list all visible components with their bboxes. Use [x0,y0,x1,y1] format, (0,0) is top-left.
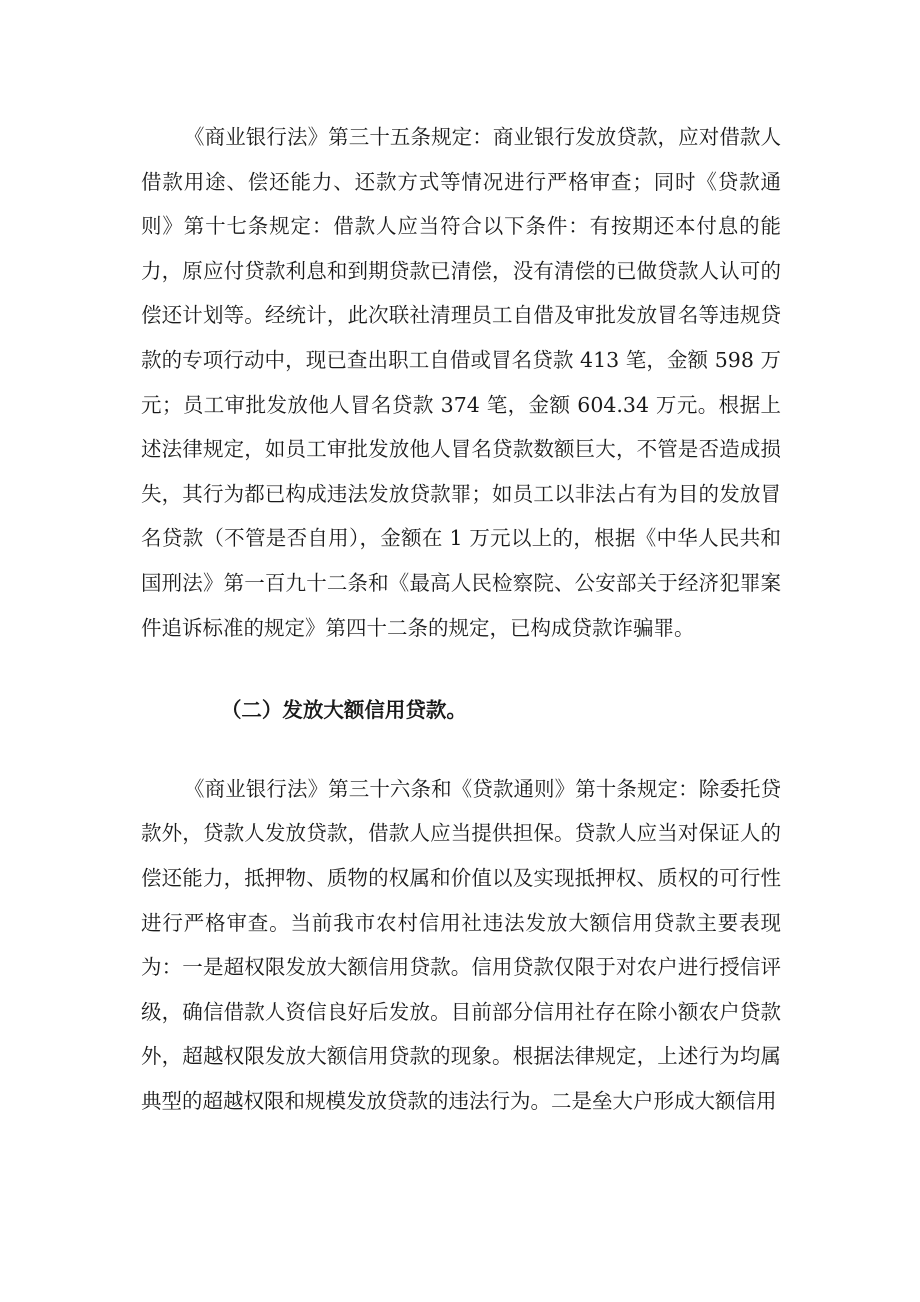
document-body [141,115,781,1123]
paragraph-lending-review: 《商业银行法》第三十五条规定：商业银行发放贷款，应对借款人借款用途、偿还能力、还款方式等情况进行严格审查；同时《贷款通则》第十七条规定：借款人应当符合以下条件：有按期还本付息的能力，原应付贷款利息和到期贷款已清偿，没有清偿的已做贷款人认可的偿还计划等。经统计，此次联社清理员工自借及审批发放冒名等违规贷款的专项行动中，现已查出职工自借或冒名贷款 413 笔，金额 598 万元；员工审批发放他人冒名贷款 374 笔，金额 604.34 万元。根据上述法律规定，如员工审批发放他人冒名贷款数额巨大，不管是否造成损失，其行为都已构成违法发放贷款罪；如员工以非法占有为目的发放冒名贷款（不管是否自用），金额在 1 万元以上的，根据《中华人民共和国刑法》第一百九十二条和《最高人民检察院、公安部关于经济犯罪案件追诉标准的规定》第四十二条的规定，已构成贷款诈骗罪。 [141,125,781,640]
section-heading-large-credit-loans: （二）发放大额信用贷款。 [220,698,467,723]
paragraph-guarantee-requirements: 《商业银行法》第三十六条和《贷款通则》第十条规定：除委托贷款外，贷款人发放贷款，借款人应当提供担保。贷款人应当对保证人的偿还能力，抵押物、质物的权属和价值以及实现抵押权、质权的可行性进行严格审查。当前我市农村信用社违法发放大额信用贷款主要表现为：一是超权限发放大额信用贷款。信用贷款仅限于对农户进行授信评级，确信借款人资信良好后发放。目前部分信用社存在除小额农户贷款外，超越权限发放大额信用贷款的现象。根据法律规定，上述行为均属典型的超越权限和规模发放贷款的违法行为。二是垒大户形成大额信用 [141,776,781,1113]
